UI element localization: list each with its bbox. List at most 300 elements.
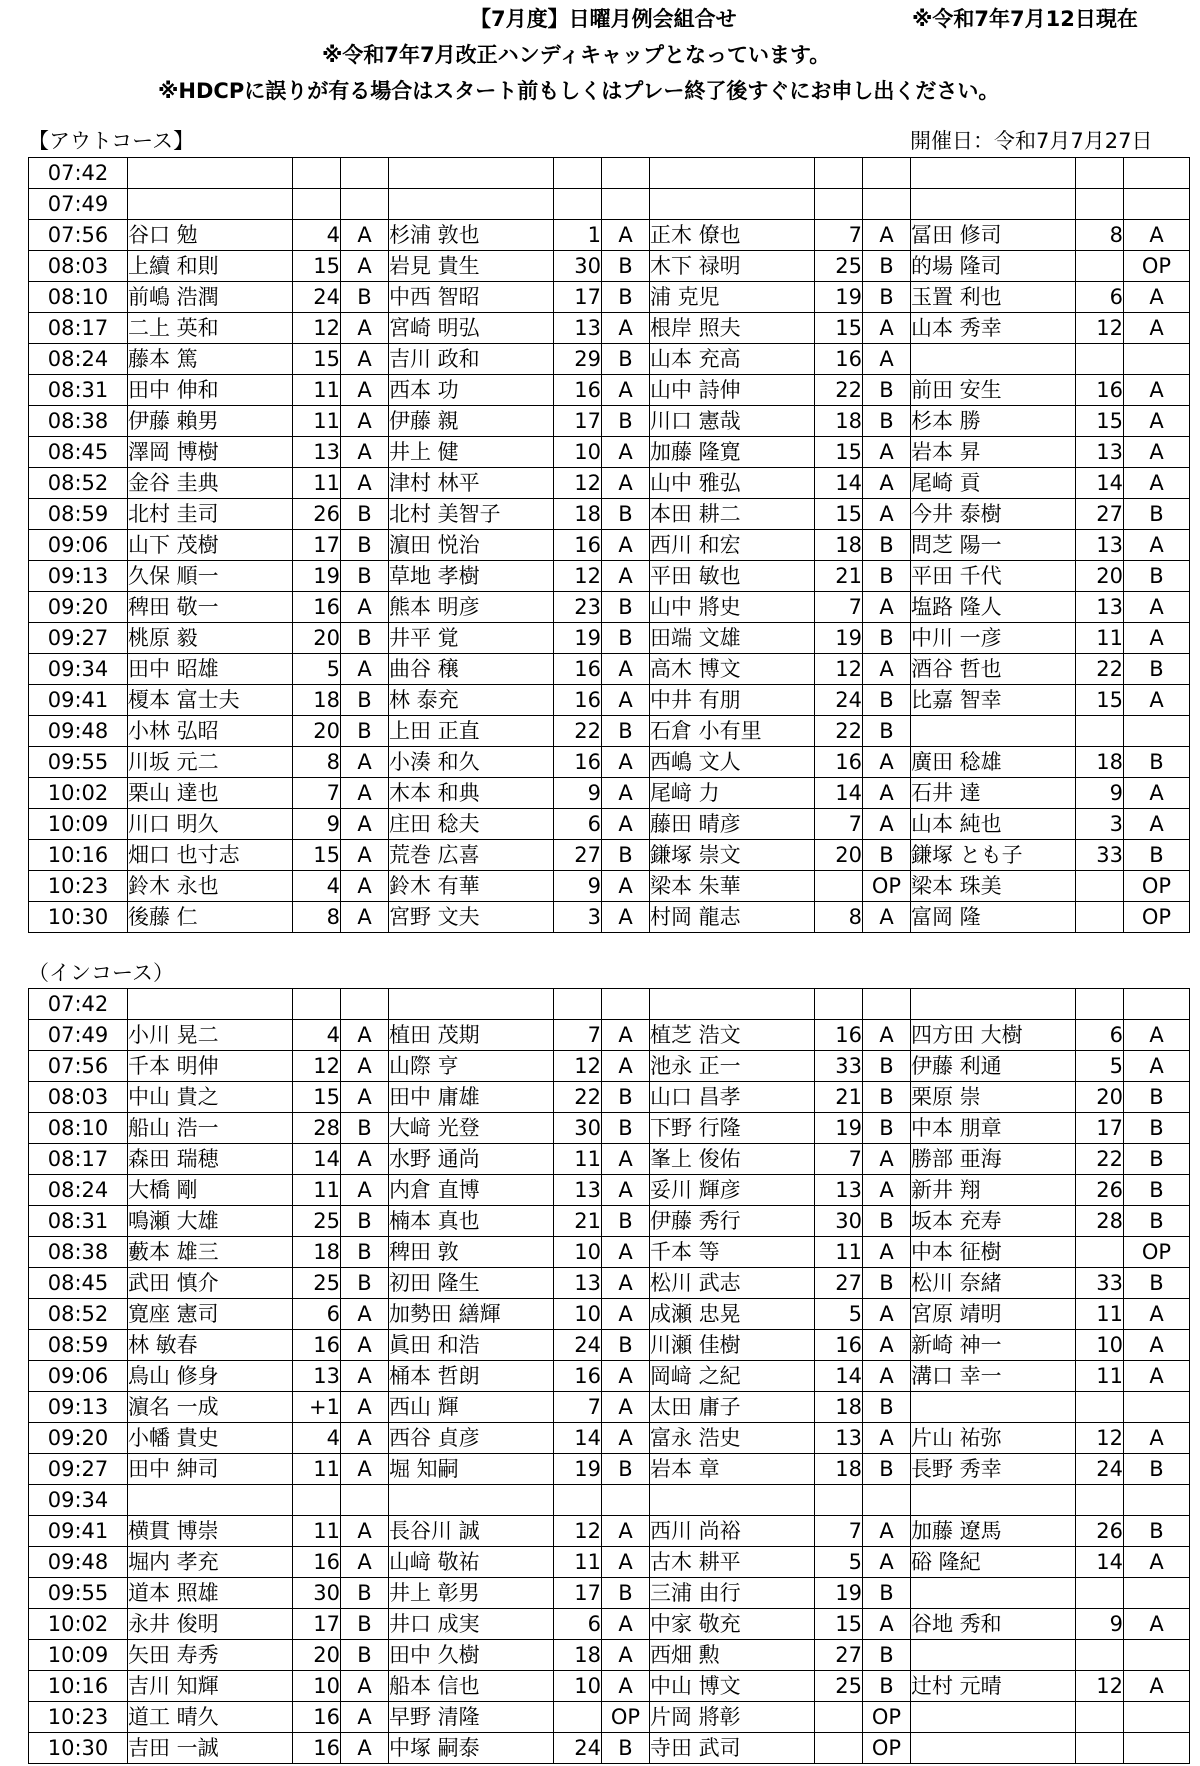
player-name: 新井 翔: [911, 1175, 1076, 1206]
player-class: A: [602, 809, 650, 840]
player-name: 加藤 遼馬: [911, 1516, 1076, 1547]
player-handicap: 3: [1076, 809, 1124, 840]
tee-time: 10:16: [29, 1671, 128, 1702]
tee-time-row: [29, 989, 1190, 1020]
player-handicap: 16: [554, 1361, 602, 1392]
player-name: 四方田 大樹: [911, 1020, 1076, 1051]
tee-time-row: [29, 592, 1190, 623]
player-name: 鈴木 永也: [128, 871, 293, 902]
player-class: [863, 1485, 911, 1516]
player-name: 梁本 朱華: [650, 871, 815, 902]
player-class: A: [341, 871, 389, 902]
tee-time-row: [29, 685, 1190, 716]
player-handicap: 20: [1076, 1082, 1124, 1113]
player-name: 栗山 達也: [128, 778, 293, 809]
player-handicap: 19: [554, 1454, 602, 1485]
player-name: 矢田 寿秀: [128, 1640, 293, 1671]
player-name: [911, 716, 1076, 747]
player-class: B: [863, 685, 911, 716]
player-class: A: [602, 1175, 650, 1206]
player-name: [389, 158, 554, 189]
player-handicap: 17: [293, 530, 341, 561]
player-class: [1124, 716, 1190, 747]
player-handicap: [293, 189, 341, 220]
player-name: 平田 千代: [911, 561, 1076, 592]
player-name: [128, 158, 293, 189]
player-class: A: [1124, 685, 1190, 716]
player-name: 片山 祐弥: [911, 1423, 1076, 1454]
player-handicap: [815, 871, 863, 902]
player-handicap: 33: [1076, 1268, 1124, 1299]
tee-time: 09:06: [29, 1361, 128, 1392]
player-handicap: [1076, 1702, 1124, 1733]
player-name: 桃原 毅: [128, 623, 293, 654]
player-handicap: 22: [1076, 1144, 1124, 1175]
player-class: A: [1124, 592, 1190, 623]
player-handicap: 26: [293, 499, 341, 530]
tee-time: 09:27: [29, 623, 128, 654]
player-name: 谷地 秀和: [911, 1609, 1076, 1640]
player-name: 加藤 隆寛: [650, 437, 815, 468]
player-class: B: [341, 1113, 389, 1144]
tee-time-row: [29, 1361, 1190, 1392]
tee-time: 10:02: [29, 778, 128, 809]
player-handicap: 17: [554, 1578, 602, 1609]
player-class: OP: [1124, 251, 1190, 282]
player-class: A: [341, 654, 389, 685]
player-class: A: [341, 437, 389, 468]
player-handicap: 33: [1076, 840, 1124, 871]
player-name: [911, 989, 1076, 1020]
player-name: 石倉 小有里: [650, 716, 815, 747]
player-name: 道工 晴久: [128, 1702, 293, 1733]
player-handicap: 10: [554, 437, 602, 468]
player-handicap: 17: [1076, 1113, 1124, 1144]
player-handicap: 18: [1076, 747, 1124, 778]
player-name: 西川 和宏: [650, 530, 815, 561]
player-class: A: [602, 1547, 650, 1578]
tee-time: 07:42: [29, 989, 128, 1020]
player-handicap: 24: [554, 1733, 602, 1764]
player-handicap: 15: [815, 1609, 863, 1640]
player-handicap: 9: [1076, 778, 1124, 809]
tee-time-row: [29, 251, 1190, 282]
player-name: [911, 1485, 1076, 1516]
player-class: A: [341, 747, 389, 778]
player-handicap: 27: [554, 840, 602, 871]
player-class: A: [341, 1299, 389, 1330]
player-name: 根岸 照夫: [650, 313, 815, 344]
player-name: 森田 瑞穂: [128, 1144, 293, 1175]
tee-time: 10:23: [29, 1702, 128, 1733]
player-class: A: [341, 1175, 389, 1206]
player-handicap: 20: [815, 840, 863, 871]
player-class: B: [602, 499, 650, 530]
player-class: A: [602, 1392, 650, 1423]
player-name: 北村 圭司: [128, 499, 293, 530]
player-class: A: [863, 1330, 911, 1361]
player-name: 山本 充高: [650, 344, 815, 375]
player-handicap: 30: [293, 1578, 341, 1609]
player-name: 寛座 憲司: [128, 1299, 293, 1330]
player-class: A: [863, 1020, 911, 1051]
player-name: 楠本 真也: [389, 1206, 554, 1237]
player-name: 田中 伸和: [128, 375, 293, 406]
tee-time-row: [29, 344, 1190, 375]
player-handicap: 26: [1076, 1516, 1124, 1547]
player-handicap: 8: [293, 902, 341, 933]
player-class: A: [602, 1423, 650, 1454]
tee-time: 08:52: [29, 468, 128, 499]
player-name: 田端 文雄: [650, 623, 815, 654]
tee-time: 08:38: [29, 406, 128, 437]
tee-time-row: [29, 1113, 1190, 1144]
player-class: [1124, 189, 1190, 220]
player-handicap: 15: [1076, 685, 1124, 716]
player-handicap: [293, 989, 341, 1020]
tee-time-row: [29, 1702, 1190, 1733]
player-handicap: 15: [815, 437, 863, 468]
player-class: A: [602, 1144, 650, 1175]
tee-time-row: [29, 1206, 1190, 1237]
player-handicap: [1076, 251, 1124, 282]
player-handicap: 11: [554, 1547, 602, 1578]
player-class: A: [1124, 1423, 1190, 1454]
tee-time-row: [29, 902, 1190, 933]
player-class: A: [863, 344, 911, 375]
player-name: 大橋 剛: [128, 1175, 293, 1206]
player-class: B: [341, 623, 389, 654]
player-class: B: [602, 251, 650, 282]
player-name: [911, 158, 1076, 189]
player-name: 岩本 章: [650, 1454, 815, 1485]
player-name: 上續 和則: [128, 251, 293, 282]
tee-time-row: [29, 282, 1190, 313]
player-class: B: [1124, 1268, 1190, 1299]
tee-time-row: [29, 1082, 1190, 1113]
player-class: B: [1124, 747, 1190, 778]
player-class: A: [602, 468, 650, 499]
player-class: B: [863, 282, 911, 313]
player-class: A: [602, 1516, 650, 1547]
tee-time-row: [29, 716, 1190, 747]
player-class: A: [341, 1144, 389, 1175]
tee-time-row: [29, 437, 1190, 468]
player-class: A: [341, 468, 389, 499]
player-handicap: 15: [815, 499, 863, 530]
player-handicap: 7: [815, 1516, 863, 1547]
player-class: [1124, 1640, 1190, 1671]
player-class: A: [1124, 468, 1190, 499]
player-class: [602, 158, 650, 189]
player-class: A: [863, 1237, 911, 1268]
player-class: A: [341, 251, 389, 282]
player-handicap: 25: [815, 251, 863, 282]
player-name: 草地 孝樹: [389, 561, 554, 592]
player-class: [602, 189, 650, 220]
player-handicap: [815, 1733, 863, 1764]
player-name: 千本 明伸: [128, 1051, 293, 1082]
player-name: 鳴瀬 大雄: [128, 1206, 293, 1237]
player-handicap: 5: [815, 1547, 863, 1578]
player-class: B: [1124, 840, 1190, 871]
player-class: B: [863, 1268, 911, 1299]
player-class: B: [341, 1268, 389, 1299]
player-name: 山中 詩伸: [650, 375, 815, 406]
player-name: 小湊 和久: [389, 747, 554, 778]
player-handicap: 7: [815, 1144, 863, 1175]
tee-time-row: [29, 1020, 1190, 1051]
player-class: A: [1124, 1609, 1190, 1640]
player-name: 山下 茂樹: [128, 530, 293, 561]
tee-time: 09:41: [29, 1516, 128, 1547]
player-name: [911, 1702, 1076, 1733]
player-class: A: [1124, 1361, 1190, 1392]
player-handicap: [1076, 1733, 1124, 1764]
tee-time-row: [29, 1516, 1190, 1547]
player-name: 山際 亨: [389, 1051, 554, 1082]
player-name: [911, 1640, 1076, 1671]
player-class: [1124, 158, 1190, 189]
player-class: [341, 989, 389, 1020]
tee-time: 07:49: [29, 189, 128, 220]
player-handicap: 13: [293, 1361, 341, 1392]
player-handicap: [815, 158, 863, 189]
player-name: 今井 泰樹: [911, 499, 1076, 530]
player-handicap: [554, 158, 602, 189]
player-class: A: [341, 406, 389, 437]
tee-time: 08:38: [29, 1237, 128, 1268]
player-name: 中本 征樹: [911, 1237, 1076, 1268]
player-handicap: 7: [815, 220, 863, 251]
player-name: 木下 禄明: [650, 251, 815, 282]
player-class: B: [341, 1206, 389, 1237]
player-handicap: 7: [554, 1020, 602, 1051]
player-handicap: 8: [815, 902, 863, 933]
tee-time: 08:59: [29, 499, 128, 530]
in-course-label: （インコース）: [28, 961, 174, 985]
player-name: 鎌塚 とも子: [911, 840, 1076, 871]
player-class: A: [863, 1547, 911, 1578]
player-name: 久保 順一: [128, 561, 293, 592]
player-class: [341, 158, 389, 189]
player-handicap: 27: [815, 1268, 863, 1299]
player-class: B: [1124, 1516, 1190, 1547]
player-handicap: 15: [815, 313, 863, 344]
player-name: 勝部 亜海: [911, 1144, 1076, 1175]
tee-time: 09:55: [29, 747, 128, 778]
player-name: 道本 照雄: [128, 1578, 293, 1609]
player-class: A: [602, 437, 650, 468]
player-name: 濵田 悦治: [389, 530, 554, 561]
player-handicap: 33: [815, 1051, 863, 1082]
player-handicap: +1: [293, 1392, 341, 1423]
player-class: B: [341, 1640, 389, 1671]
player-name: 荒巻 広喜: [389, 840, 554, 871]
player-class: A: [863, 1516, 911, 1547]
player-name: 酒谷 哲也: [911, 654, 1076, 685]
tee-time: 07:42: [29, 158, 128, 189]
player-handicap: 6: [1076, 1020, 1124, 1051]
player-name: 桶本 哲朗: [389, 1361, 554, 1392]
player-name: 村岡 龍志: [650, 902, 815, 933]
player-handicap: 6: [1076, 282, 1124, 313]
player-class: [341, 189, 389, 220]
player-name: 栗原 崇: [911, 1082, 1076, 1113]
player-handicap: 14: [554, 1423, 602, 1454]
player-handicap: 12: [293, 313, 341, 344]
tee-time: 08:52: [29, 1299, 128, 1330]
player-name: 硲 隆紀: [911, 1547, 1076, 1578]
player-name: 石井 達: [911, 778, 1076, 809]
player-class: B: [863, 1082, 911, 1113]
tee-time-row: [29, 406, 1190, 437]
player-class: A: [341, 1423, 389, 1454]
player-name: 小幡 貴史: [128, 1423, 293, 1454]
player-class: [1124, 1733, 1190, 1764]
tee-time-row: [29, 871, 1190, 902]
player-handicap: 5: [1076, 1051, 1124, 1082]
player-name: 正木 僚也: [650, 220, 815, 251]
player-class: A: [602, 871, 650, 902]
player-name: 田中 久樹: [389, 1640, 554, 1671]
player-class: A: [602, 375, 650, 406]
player-class: A: [863, 809, 911, 840]
tee-time-row: [29, 561, 1190, 592]
player-class: A: [341, 1547, 389, 1578]
player-handicap: 6: [554, 1609, 602, 1640]
player-class: A: [341, 375, 389, 406]
player-class: B: [341, 1609, 389, 1640]
player-handicap: 4: [293, 220, 341, 251]
page-title: 【7月度】日曜月例会組合せ: [470, 7, 737, 31]
player-handicap: 21: [815, 561, 863, 592]
player-name: 川口 明久: [128, 809, 293, 840]
tee-time-row: [29, 499, 1190, 530]
tee-time: 08:24: [29, 1175, 128, 1206]
player-class: A: [602, 902, 650, 933]
player-handicap: 18: [293, 685, 341, 716]
player-class: [1124, 1485, 1190, 1516]
player-handicap: 6: [554, 809, 602, 840]
player-handicap: [1076, 1237, 1124, 1268]
player-handicap: 20: [293, 1640, 341, 1671]
player-name: 三浦 由行: [650, 1578, 815, 1609]
player-name: 堀内 孝充: [128, 1547, 293, 1578]
tee-time: 09:13: [29, 1392, 128, 1423]
player-handicap: 10: [554, 1237, 602, 1268]
player-class: B: [1124, 1082, 1190, 1113]
player-handicap: 6: [293, 1299, 341, 1330]
tee-time: 08:45: [29, 437, 128, 468]
player-name: 西川 尚裕: [650, 1516, 815, 1547]
player-handicap: 11: [293, 468, 341, 499]
player-handicap: 15: [293, 840, 341, 871]
tee-time: 07:49: [29, 1020, 128, 1051]
player-class: [863, 158, 911, 189]
player-name: [650, 1485, 815, 1516]
player-class: B: [602, 282, 650, 313]
tee-time-row: [29, 1454, 1190, 1485]
player-handicap: 10: [554, 1299, 602, 1330]
tee-time: 08:31: [29, 1206, 128, 1237]
player-handicap: 16: [815, 1020, 863, 1051]
player-handicap: 4: [293, 1423, 341, 1454]
as-of-date: ※令和7年7月12日現在: [912, 7, 1138, 31]
player-name: 小川 晃二: [128, 1020, 293, 1051]
player-name: 岩本 昇: [911, 437, 1076, 468]
player-name: 畑口 也寸志: [128, 840, 293, 871]
player-class: B: [602, 1206, 650, 1237]
player-name: 吉田 一誠: [128, 1733, 293, 1764]
player-class: A: [863, 902, 911, 933]
tee-time: 10:16: [29, 840, 128, 871]
player-name: 中井 有朋: [650, 685, 815, 716]
player-handicap: 10: [293, 1671, 341, 1702]
player-handicap: 19: [815, 282, 863, 313]
player-class: [341, 1485, 389, 1516]
player-name: 岩見 貴生: [389, 251, 554, 282]
player-class: OP: [1124, 902, 1190, 933]
player-handicap: 18: [815, 406, 863, 437]
player-handicap: 5: [815, 1299, 863, 1330]
player-name: 眞田 和浩: [389, 1330, 554, 1361]
player-name: 岡﨑 之紀: [650, 1361, 815, 1392]
player-handicap: 27: [815, 1640, 863, 1671]
player-name: [650, 189, 815, 220]
player-name: 小林 弘昭: [128, 716, 293, 747]
player-handicap: [1076, 871, 1124, 902]
player-handicap: 14: [293, 1144, 341, 1175]
player-name: 尾崎 貢: [911, 468, 1076, 499]
player-name: 武田 慎介: [128, 1268, 293, 1299]
player-class: B: [602, 344, 650, 375]
player-handicap: 12: [815, 654, 863, 685]
player-name: 稗田 敬一: [128, 592, 293, 623]
player-class: B: [863, 406, 911, 437]
player-class: A: [1124, 530, 1190, 561]
player-name: 本田 耕二: [650, 499, 815, 530]
player-class: B: [863, 1113, 911, 1144]
tee-time: 10:09: [29, 809, 128, 840]
tee-time: 09:20: [29, 1423, 128, 1454]
player-handicap: [1076, 989, 1124, 1020]
player-class: A: [863, 1423, 911, 1454]
tee-time-row: [29, 220, 1190, 251]
player-name: 西山 輝: [389, 1392, 554, 1423]
tee-time: 09:34: [29, 654, 128, 685]
player-name: 前田 安生: [911, 375, 1076, 406]
tee-time-row: [29, 158, 1190, 189]
player-handicap: 20: [293, 716, 341, 747]
player-handicap: 12: [554, 1051, 602, 1082]
player-class: A: [1124, 778, 1190, 809]
player-handicap: 19: [815, 1578, 863, 1609]
player-class: A: [863, 468, 911, 499]
player-class: B: [602, 840, 650, 871]
tee-time-row: [29, 468, 1190, 499]
player-class: A: [341, 220, 389, 251]
player-handicap: 13: [554, 1268, 602, 1299]
player-name: 比嘉 智幸: [911, 685, 1076, 716]
player-name: 濵名 一成: [128, 1392, 293, 1423]
player-name: 長谷川 誠: [389, 1516, 554, 1547]
player-class: A: [602, 1609, 650, 1640]
tee-time: 08:17: [29, 1144, 128, 1175]
tee-time: 08:24: [29, 344, 128, 375]
player-handicap: [1076, 158, 1124, 189]
player-name: 田中 昭雄: [128, 654, 293, 685]
